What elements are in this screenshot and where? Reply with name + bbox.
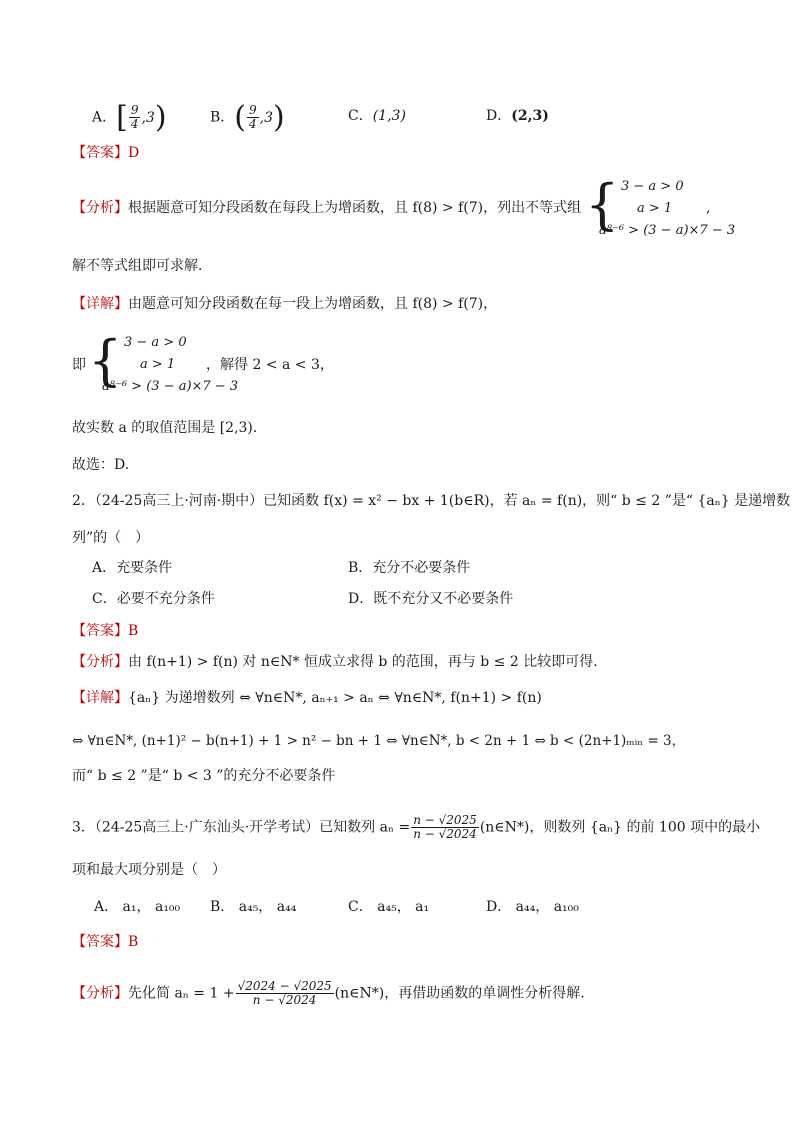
analysis-tag: 【分析】 — [72, 654, 128, 670]
detail-text: {aₙ} 为递增数列 ⇔ ∀n∈N*, aₙ₊₁ > aₙ ⇔ ∀n∈N*, f(n+1) > f(n) — [128, 690, 542, 706]
q2-option-d: D．既不充分又不必要条件 — [348, 591, 514, 607]
q1-option-d — [486, 106, 549, 126]
answer-value: B — [128, 623, 139, 639]
answer-tag: 【答案】 — [72, 145, 128, 161]
q1-range-text: 故实数 a 的取值范围是 [2,3)． — [72, 420, 267, 436]
q3-answer — [72, 932, 138, 952]
analysis-text: 根据题意可知分段函数在每段上为增函数，且 f(8) > f(7)，列出不等式组 — [128, 200, 582, 216]
q3-analysis-denominator: n − √2024 — [252, 993, 317, 1007]
q1-option-c-value: (1,3) — [372, 108, 406, 124]
q2-analysis — [72, 652, 607, 672]
q1-option-c-label: C． — [348, 108, 373, 124]
analysis-suffix: (n∈N*)，再借助函数的单调性分析得解. — [334, 985, 585, 1002]
q2-detail-line-2: ⇔ ∀n∈N*, (n+1)² − b(n+1) + 1 > n² − bn + 1 ⇔ ∀n∈N*, b < 2n + 1 ⇔ b < (2n+1)ₘᵢₙ = 3， — [72, 733, 686, 749]
system-row-3: a⁸⁻⁶ > (3 − a)×7 − 3 — [599, 223, 736, 238]
q3-analysis-numerator: √2024 − √2025 — [237, 979, 332, 993]
q2-option-a: A．充要条件 — [92, 560, 173, 576]
analysis-text: 由 f(n+1) > f(n) 对 n∈N* 恒成立求得 b 的范围，再与 b ≤ 2 比较即可得． — [128, 654, 608, 670]
q2-option-b: B．充分不必要条件 — [348, 560, 471, 576]
system-row-2: a > 1 — [637, 201, 673, 216]
q2-option-c: C．必要不充分条件 — [92, 591, 215, 607]
q2-detail-line-3: 而“ b ≤ 2 ”是“ b < 3 ”的充分不必要条件 — [72, 768, 336, 784]
detail-text: 由题意可知分段函数在每一段上为增函数，且 f(8) > f(7)， — [128, 296, 498, 312]
detail-tag: 【详解】 — [72, 690, 128, 706]
system-row-2: a > 1 — [140, 357, 176, 372]
analysis-prefix: 先化简 aₙ = 1 + — [128, 985, 235, 1002]
system-row-3: a⁸⁻⁶ > (3 − a)×7 − 3 — [102, 379, 239, 394]
detail-tag: 【详解】 — [72, 296, 128, 312]
analysis-tag: 【分析】 — [72, 985, 128, 1002]
q3-stem-suffix: (n∈N*)，则数列 {aₙ} 的前 100 项中的最小 — [479, 819, 761, 836]
q1-option-a: A．[ $\frac{9}{4}$ ,3) — [92, 99, 167, 135]
q3-stem-line-1 — [72, 814, 760, 841]
q1-inequality-system-2: { 3 − a > 0 a > 1 a⁸⁻⁶ > (3 − a)×7 − 3 — [88, 332, 228, 398]
answer-tag: 【答案】 — [72, 934, 128, 950]
answer-value: B — [128, 934, 139, 950]
q1-analysis-text-2: 解不等式组即可求解． — [72, 258, 212, 274]
q3-fraction-numerator: n − √2025 — [413, 813, 477, 827]
q3-analysis — [72, 980, 585, 1007]
analysis-tag: 【分析】 — [72, 200, 128, 216]
q2-answer — [72, 621, 138, 641]
q3-option-b: B． a₄₅， a₄₄ — [210, 899, 297, 915]
q1-choose-text: 故选：D. — [72, 457, 130, 473]
answer-value: D — [128, 145, 140, 161]
q1-option-d-value: (2,3) — [511, 108, 549, 124]
q1-option-b-label: B． — [210, 109, 235, 126]
system-row-1: 3 − a > 0 — [124, 335, 187, 350]
q3-option-d: D． a₄₄， a₁₀₀ — [486, 899, 579, 915]
q1-option-b: B．( $\frac{9}{4}$ ,3) — [210, 99, 285, 135]
q3-stem-line-2: 项和最大项分别是（ ） — [72, 862, 226, 878]
q1-option-a-label: A． — [92, 109, 117, 126]
q1-option-c — [348, 106, 406, 126]
q1-answer — [72, 143, 139, 163]
q1-analysis — [72, 198, 581, 218]
q3-option-c: C． a₄₅， a₁ — [348, 899, 430, 915]
q1-option-d-label: D． — [486, 108, 512, 124]
q2-stem-line-1: 2．（24-25高三上·河南·期中）已知函数 f(x) = x² − bx + 1(b∈R)，若 aₙ = f(n)，则“ b ≤ 2 ”是“ {aₙ} 是递增数 — [72, 493, 791, 509]
q1-comma: , — [706, 200, 711, 216]
q2-stem-line-2: 列”的（ ） — [72, 530, 150, 546]
q3-stem-prefix: 3．（24-25高三上·广东汕头·开学考试）已知数列 aₙ = — [72, 819, 411, 836]
q1-detail-prefix: 即 — [72, 357, 86, 373]
q3-fraction-denominator: n − √2024 — [413, 827, 477, 841]
q1-detail-suffix: ，解得 2 < a < 3， — [206, 357, 334, 373]
system-row-1: 3 − a > 0 — [621, 179, 684, 194]
q2-detail — [72, 688, 542, 708]
q1-detail — [72, 294, 497, 314]
answer-tag: 【答案】 — [72, 623, 128, 639]
q3-option-a: A． a₁， a₁₀₀ — [94, 899, 181, 915]
q1-inequality-system-1: { 3 − a > 0 a > 1 a⁸⁻⁶ > (3 − a)×7 − 3 — [585, 176, 725, 242]
